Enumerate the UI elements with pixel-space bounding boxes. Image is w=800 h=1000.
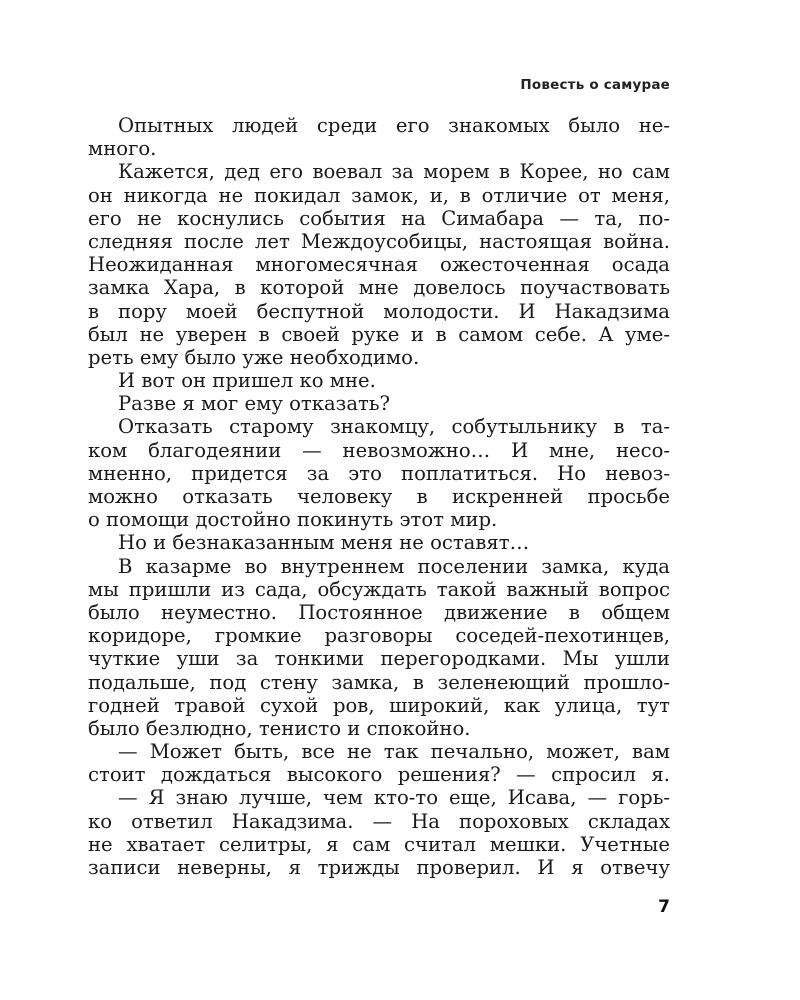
text-line: о помощи достойно покинуть этот мир. (88, 508, 498, 532)
text-line: в пору моей беспутной молодости. И Накадзима (88, 299, 670, 323)
text-line: он никогда не покидал замок, и, в отличие от меня, (88, 183, 670, 207)
text-line: ко ответил Накадзима. — На пороховых складах (88, 809, 670, 833)
text-line: мы пришли из сада, обсуждать такой важный вопрос (88, 577, 670, 601)
text-line: его не коснулись события на Симабара — та, по- (88, 206, 670, 230)
text-line: Отказать старому знакомцу, собутыльнику в та- (118, 415, 670, 439)
text-line: следняя после лет Междоусобицы, настоящая война. (88, 229, 670, 253)
text-line: стоит дождаться высокого решения? — спросил я. (88, 763, 670, 787)
text-line: мненно, придется за это поплатиться. Но невоз- (88, 461, 670, 485)
text-line: — Я знаю лучше, чем кто-то еще, Исава, — горь- (118, 786, 670, 810)
text-line: И вот он пришел ко мне. (118, 369, 376, 393)
text-line: коридоре, громкие разговоры соседей-пехотинцев, (88, 624, 670, 648)
running-title: Повесть о самурае (520, 77, 670, 93)
body-text (88, 114, 670, 879)
text-line: замка Хара, в которой мне довелось поучаствовать (88, 276, 670, 300)
text-line: чуткие уши за тонкими перегородками. Мы ушли (88, 647, 670, 671)
text-line: можно отказать человеку в искренней просьбе (88, 485, 670, 508)
text-line: записи неверны, я трижды проверил. И я отвечу (88, 856, 670, 879)
text-line: Опытных людей среди его знакомых было не- (118, 114, 670, 137)
text-line: Неожиданная многомесячная ожесточенная осада (88, 253, 670, 277)
text-line: подальше, под стену замка, в зеленеющий прошло- (88, 670, 670, 694)
text-line: — Может быть, все не так печально, может, вам (118, 740, 670, 764)
text-line: ком благодеянии — невозможно… И мне, несо- (88, 438, 670, 462)
text-line: не хватает селитры, я сам считал мешки. Учетные (88, 832, 670, 856)
text-line: годней травой сухой ров, широкий, как улица, тут (88, 693, 670, 717)
text-line: было неуместно. Постоянное движение в общем (88, 600, 670, 624)
text-line: много. (88, 137, 157, 161)
text-line: было безлюдно, тенисто и спокойно. (88, 716, 471, 740)
text-line: В казарме во внутреннем поселении замка, куда (118, 554, 670, 578)
text-line: Кажется, дед его воевал за морем в Корее, но сам (118, 160, 670, 184)
text-line: Разве я мог ему отказать? (118, 392, 391, 416)
text-line: был не уверен в своей руке и в самом себе. А уме- (88, 322, 670, 346)
text-line: Но и безнаказанным меня не оставят… (118, 531, 530, 555)
page-number: 7 (658, 897, 670, 917)
text-line: реть ему было уже необходимо. (88, 345, 420, 369)
